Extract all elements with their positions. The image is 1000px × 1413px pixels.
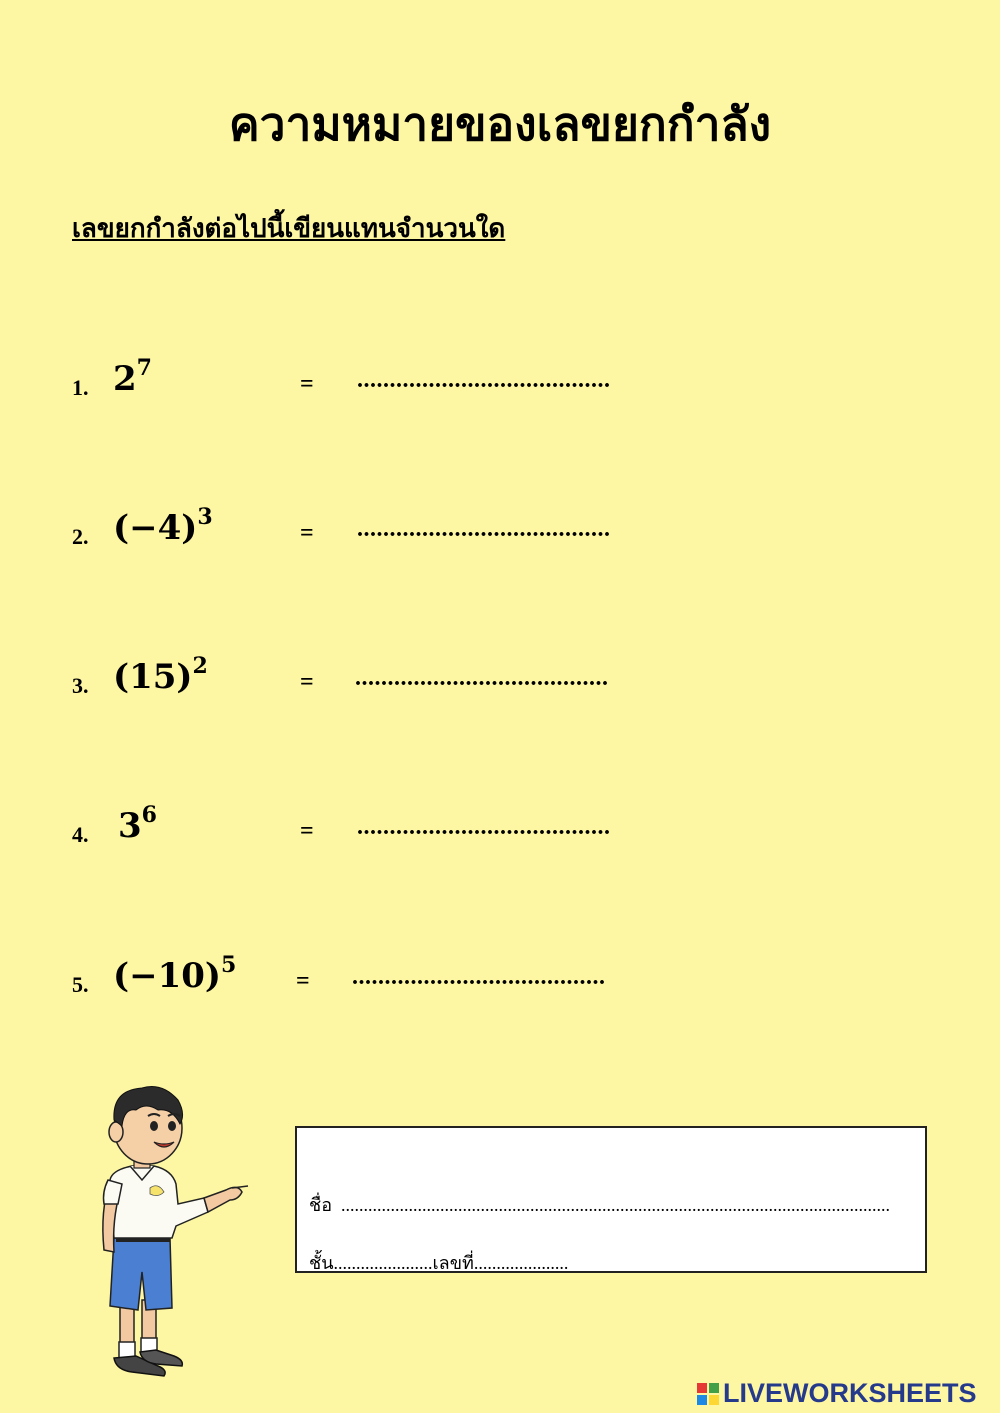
answer-field[interactable]: ....................................... [357, 367, 611, 393]
question-number: 4. [72, 822, 89, 847]
power-base: 3 [118, 806, 142, 846]
question-number: 2. [72, 524, 89, 549]
equals-sign: = [296, 968, 310, 994]
name-field[interactable]: .......................................................................................................................... [341, 1195, 891, 1215]
equals-sign: = [300, 669, 314, 695]
answer-field[interactable]: ....................................... [352, 964, 606, 990]
power-exponent: 6 [141, 802, 157, 828]
equals-sign: = [300, 818, 314, 844]
power-expression [118, 802, 157, 846]
power-exponent: 7 [136, 355, 152, 381]
class-number-line [309, 1248, 568, 1277]
equals-sign: = [300, 520, 314, 546]
class-field[interactable]: ...................... [333, 1253, 433, 1273]
instruction-heading: เลขยกกำลังต่อไปนี้เขียนแทนจำนวนใด [72, 214, 506, 244]
question-row [0, 802, 1000, 862]
power-exponent: 2 [192, 653, 208, 679]
power-expression [113, 355, 152, 399]
brand-text: LIVEWORKSHEETS [723, 1378, 977, 1408]
name-line [309, 1190, 890, 1219]
question-row [0, 952, 1000, 1012]
power-base: (−4) [113, 508, 198, 548]
question-number: 5. [72, 972, 89, 997]
power-base: (15) [113, 657, 193, 697]
power-base: 2 [113, 359, 137, 399]
student-illustration [92, 1080, 252, 1385]
power-exponent: 5 [220, 952, 237, 978]
equals-sign: = [300, 371, 314, 397]
question-number: 3. [72, 673, 89, 698]
number-label: เลขที่ [432, 1253, 474, 1273]
question-row [0, 355, 1000, 415]
student-info-box [295, 1126, 927, 1273]
answer-field[interactable]: ....................................... [355, 665, 609, 691]
power-expression [113, 952, 237, 996]
number-field[interactable]: ..................... [473, 1253, 569, 1273]
answer-field[interactable]: ....................................... [357, 814, 611, 840]
power-expression [113, 653, 208, 697]
power-expression [113, 504, 213, 548]
liveworksheets-watermark [697, 1378, 977, 1409]
power-base: (−10) [113, 956, 221, 996]
question-number: 1. [72, 375, 89, 400]
question-row [0, 504, 1000, 564]
name-label: ชื่อ [309, 1195, 333, 1215]
answer-field[interactable]: ....................................... [357, 516, 611, 542]
page-title: ความหมายของเลขยกกำลัง [228, 97, 772, 151]
class-label: ชั้น [309, 1253, 334, 1273]
liveworksheets-logo-icon [697, 1383, 719, 1405]
question-row [0, 653, 1000, 713]
power-exponent: 3 [197, 504, 213, 530]
